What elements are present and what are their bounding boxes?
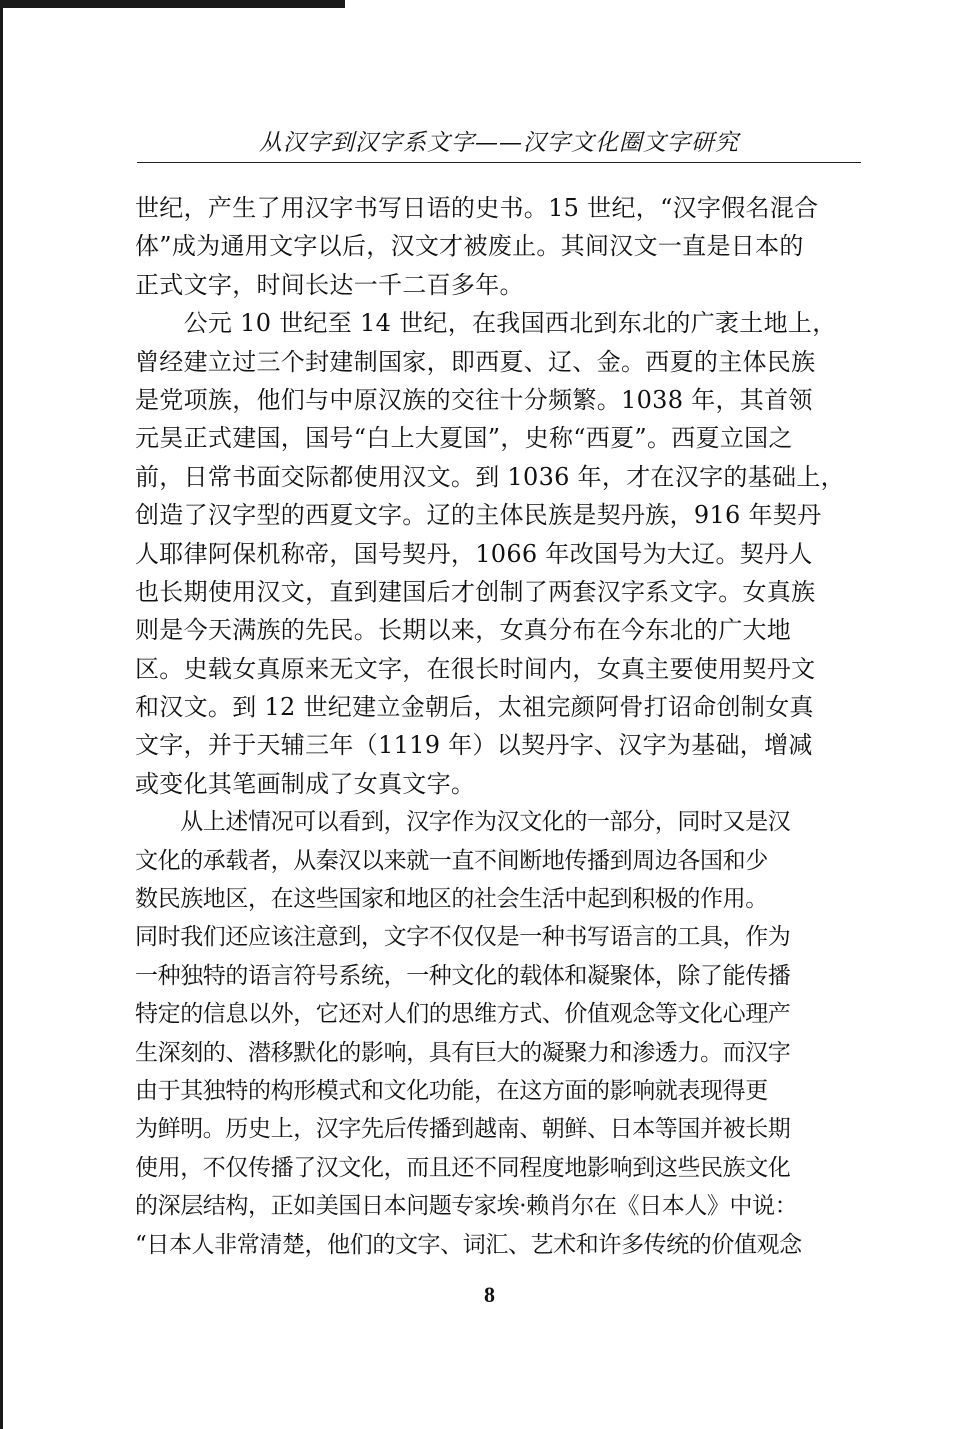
text-line: 体”成为通用文字以后，汉文才被废止。其间汉文一直是日本的	[135, 232, 804, 261]
page-number: 8	[484, 1282, 495, 1307]
text-line: 公元 10 世纪至 14 世纪，在我国西北到东北的广袤土地上，	[135, 309, 837, 338]
scan-edge-left	[0, 0, 3, 1429]
text-line: 文字，并于天辅三年（1119 年）以契丹字、汉字为基础，增减	[135, 731, 813, 760]
text-line: 则是今天满族的先民。长期以来，女真分布在今东北的广大地	[135, 616, 792, 645]
text-line: 曾经建立过三个封建制国家，即西夏、辽、金。西夏的主体民族	[135, 347, 816, 376]
text-line: 从上述情况可以看到，汉字作为汉文化的一部分，同时又是汉	[135, 809, 791, 836]
text-line: 特定的信息以外，它还对人们的思维方式、价值观念等文化心理产	[135, 1001, 791, 1028]
text-line: 数民族地区，在这些国家和地区的社会生活中起到积极的作用。	[135, 886, 768, 913]
text-line: 由于其独特的构形模式和文化功能，在这方面的影响就表现得更	[135, 1077, 768, 1104]
text-line: 生深刻的、潜移默化的影响，具有巨大的凝聚力和渗透力。而汉字	[135, 1039, 791, 1066]
text-line: 一种独特的语言符号系统，一种文化的载体和凝聚体，除了能传播	[135, 962, 791, 989]
text-line: 和汉文。到 12 世纪建立金朝后，太祖完颜阿骨打诏命创制女真	[135, 693, 814, 722]
body-text	[135, 189, 865, 1264]
running-header: 从汉字到汉字系文字——汉字文化圈文字研究	[259, 130, 739, 156]
text-line: 为鲜明。历史上，汉字先后传播到越南、朝鲜、日本等国并被长期	[135, 1116, 791, 1143]
text-line: 使用，不仅传播了汉文化，而且还不同程度地影响到这些民族文化	[135, 1154, 791, 1181]
text-line: “日本人非常清楚，他们的文字、词汇、艺术和许多传统的价值观念	[135, 1231, 802, 1258]
text-line: 也长期使用汉文，直到建国后才创制了两套汉字系文字。女真族	[135, 577, 816, 606]
header-rule	[137, 162, 861, 163]
text-line: 的深层结构，正如美国日本问题专家埃·赖肖尔在《日本人》中说：	[135, 1193, 798, 1220]
text-line: 人耶律阿保机称帝，国号契丹，1066 年改国号为大辽。契丹人	[135, 539, 813, 568]
text-line: 同时我们还应该注意到，文字不仅仅是一种书写语言的工具，作为	[135, 924, 791, 951]
text-line: 元昊正式建国，国号“白上大夏国”，史称“西夏”。西夏立国之	[135, 424, 793, 453]
text-line: 文化的承载者，从秦汉以来就一直不间断地传播到周边各国和少	[135, 847, 768, 874]
text-line: 或变化其笔画制成了女真文字。	[135, 769, 476, 798]
text-line: 是党项族，他们与中原汉族的交往十分频繁。1038 年，其首领	[135, 385, 813, 414]
text-line: 正式文字，时间长达一千二百多年。	[135, 270, 524, 299]
text-line: 世纪，产生了用汉字书写日语的史书。15 世纪，“汉字假名混合	[135, 194, 819, 222]
text-line: 前，日常书面交际都使用汉文。到 1036 年，才在汉字的基础上，	[135, 462, 845, 491]
text-line: 区。史载女真原来无文字，在很长时间内，女真主要使用契丹文	[135, 654, 816, 683]
scan-edge-top	[0, 0, 345, 8]
text-line: 创造了汉字型的西夏文字。辽的主体民族是契丹族，916 年契丹	[135, 501, 822, 530]
